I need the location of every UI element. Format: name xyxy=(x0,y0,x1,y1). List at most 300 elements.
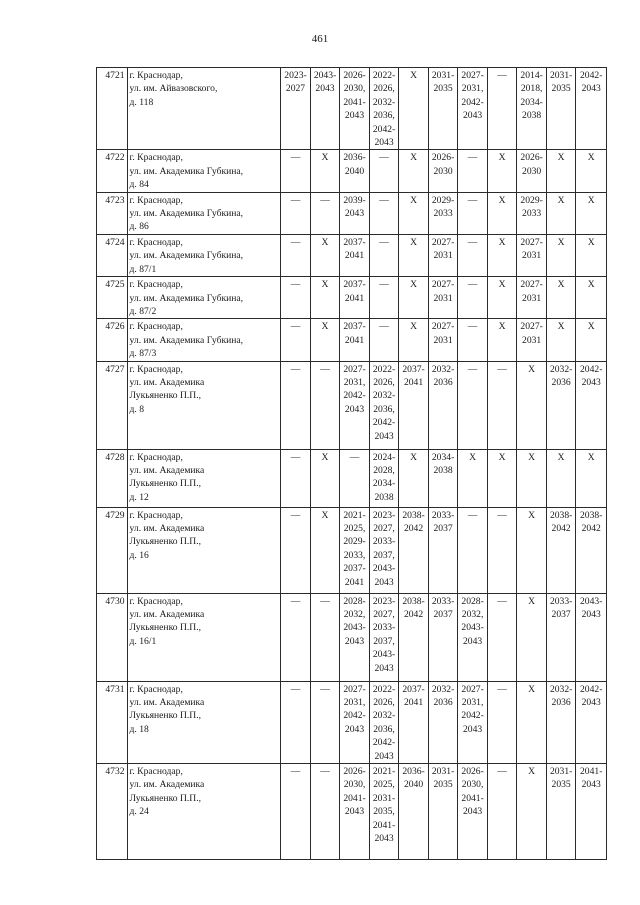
cell-line: 2041- xyxy=(461,792,484,804)
cell-line: 2035, xyxy=(373,806,395,818)
cell-line: 2028- xyxy=(461,595,484,607)
period-cell xyxy=(517,234,547,276)
cell-line: 2026, xyxy=(373,696,395,708)
cell-line: 2035 xyxy=(433,83,453,95)
cell-line: X xyxy=(498,236,506,248)
period-cell xyxy=(340,234,370,276)
cell-line: 2032, xyxy=(461,608,484,620)
address-line: г. Краснодар, xyxy=(129,194,183,206)
period-cell xyxy=(310,150,340,192)
cell-line: 2032- xyxy=(372,710,396,722)
cell-line: X xyxy=(410,152,418,164)
cell-line: 2042- xyxy=(372,737,396,749)
period-cell xyxy=(281,763,311,859)
cell-line: 2034- xyxy=(431,451,455,463)
period-cell xyxy=(458,192,488,234)
table-body xyxy=(97,68,607,860)
cell-line: 2037 xyxy=(551,608,571,620)
cell-line: 2037 xyxy=(433,608,453,620)
cell-line: 2030 xyxy=(433,165,453,177)
address-line: ул. им. Академика xyxy=(129,608,205,620)
cell-line: 2026- xyxy=(431,152,455,164)
cell-line: 2043- xyxy=(580,595,603,607)
row-number: 4724 xyxy=(97,234,128,276)
period-cell xyxy=(517,507,547,593)
cell-line: X xyxy=(498,321,506,333)
period-cell xyxy=(340,763,370,859)
cell-line: 2022- xyxy=(372,363,396,375)
address-line: д. 87/3 xyxy=(129,348,157,360)
address-line: д. 86 xyxy=(129,221,149,233)
period-cell xyxy=(458,361,488,449)
cell-line: 2041 xyxy=(403,376,424,388)
cell-line: 2022- xyxy=(372,70,396,81)
page-number: 461 xyxy=(311,33,329,45)
row-number: 4730 xyxy=(97,593,128,681)
cell-line: 2031 xyxy=(522,250,542,262)
period-cell xyxy=(517,150,547,192)
cell-line: 2042- xyxy=(372,417,396,429)
cell-line: — xyxy=(320,683,330,695)
cell-line: 2042- xyxy=(372,123,396,135)
cell-line: 2026, xyxy=(373,83,395,95)
cell-line: X xyxy=(528,765,536,777)
row-number: 4727 xyxy=(97,361,128,449)
cell-line: 2036 xyxy=(433,696,453,708)
row-address xyxy=(127,150,281,192)
row-address xyxy=(127,681,281,763)
period-cell xyxy=(487,234,517,276)
address-line: д. 8 xyxy=(129,403,145,415)
period-cell xyxy=(369,319,399,361)
period-cell xyxy=(281,150,311,192)
cell-line: 2043 xyxy=(581,608,601,620)
cell-line: X xyxy=(528,451,536,463)
period-cell xyxy=(428,449,458,507)
cell-line: 2018, xyxy=(520,83,543,95)
period-cell xyxy=(517,361,547,449)
schedule-table xyxy=(96,67,607,860)
cell-line: 2026- xyxy=(461,765,484,777)
cell-line: 2043- xyxy=(461,622,484,634)
cell-line: 2026, xyxy=(373,376,395,388)
address-line: Лукьяненко П.П., xyxy=(129,478,201,490)
period-cell xyxy=(399,234,429,276)
cell-line: 2037 xyxy=(433,522,453,534)
cell-line: X xyxy=(528,683,536,695)
cell-line: 2030, xyxy=(343,779,366,791)
cell-line: 2033- xyxy=(372,622,396,634)
cell-line: — xyxy=(320,194,330,206)
period-cell xyxy=(576,593,607,681)
period-cell xyxy=(546,681,576,763)
table-row xyxy=(97,150,607,192)
cell-line: — xyxy=(467,152,478,164)
cell-line: — xyxy=(349,451,360,463)
cell-line: — xyxy=(379,194,389,206)
cell-line: — xyxy=(379,321,389,333)
cell-line: 2037- xyxy=(343,563,366,575)
period-cell xyxy=(369,681,399,763)
cell-line: 2043 xyxy=(374,137,394,149)
cell-line: 2035 xyxy=(551,83,571,95)
period-cell xyxy=(546,277,576,319)
period-cell xyxy=(369,150,399,192)
cell-line: 2027- xyxy=(461,683,484,695)
cell-line: 2034- xyxy=(372,478,396,490)
period-cell xyxy=(310,763,340,859)
cell-line: — xyxy=(290,451,301,463)
cell-line: X xyxy=(557,194,565,206)
period-cell xyxy=(458,681,488,763)
period-cell xyxy=(310,277,340,319)
period-cell xyxy=(458,68,488,150)
cell-line: 2039- xyxy=(343,194,366,206)
address-line: ул. им. Академика Губкина, xyxy=(129,250,244,262)
cell-line: X xyxy=(557,451,565,463)
address-line: Лукьяненко П.П., xyxy=(129,390,201,402)
cell-line: 2041- xyxy=(343,96,366,108)
cell-line: 2041 xyxy=(403,696,424,708)
cell-line: 2036, xyxy=(373,403,395,415)
period-cell xyxy=(428,192,458,234)
cell-line: — xyxy=(320,765,330,777)
period-cell xyxy=(458,507,488,593)
cell-line: 2037- xyxy=(343,279,366,291)
cell-line: X xyxy=(498,194,506,206)
cell-line: X xyxy=(528,363,536,375)
cell-line: X xyxy=(410,236,418,248)
period-cell xyxy=(340,593,370,681)
cell-line: 2040 xyxy=(344,165,365,177)
cell-line: — xyxy=(290,765,301,777)
period-cell xyxy=(399,681,429,763)
cell-line: — xyxy=(290,683,301,695)
cell-line: — xyxy=(497,765,507,777)
period-cell xyxy=(487,449,517,507)
cell-line: 2032- xyxy=(549,363,573,375)
cell-line: 2027- xyxy=(431,279,455,291)
cell-line: 2043 xyxy=(374,833,394,844)
cell-line: — xyxy=(379,152,389,164)
period-cell xyxy=(310,507,340,593)
cell-line: — xyxy=(497,595,507,607)
cell-line: 2031 xyxy=(433,292,453,304)
cell-line: — xyxy=(290,279,301,291)
cell-line: — xyxy=(497,363,507,375)
table-row xyxy=(97,319,607,361)
period-cell xyxy=(546,593,576,681)
table-row xyxy=(97,763,607,859)
cell-line: 2043 xyxy=(462,723,483,735)
address-line: Лукьяненко П.П., xyxy=(129,710,201,722)
period-cell xyxy=(340,277,370,319)
period-cell xyxy=(399,763,429,859)
cell-line: 2028- xyxy=(343,595,366,607)
cell-line: — xyxy=(290,321,301,333)
period-cell xyxy=(576,234,607,276)
period-cell xyxy=(487,593,517,681)
row-number: 4728 xyxy=(97,449,128,507)
period-cell xyxy=(428,681,458,763)
address-line: г. Краснодар, xyxy=(129,363,183,375)
cell-line: 2043- xyxy=(313,70,337,81)
period-cell xyxy=(458,593,488,681)
cell-line: 2023- xyxy=(372,509,396,521)
period-cell xyxy=(281,507,311,593)
cell-line: — xyxy=(497,509,507,521)
row-address xyxy=(127,361,281,449)
period-cell xyxy=(458,763,488,859)
cell-line: 2043 xyxy=(462,110,483,122)
cell-line: 2042- xyxy=(580,363,603,375)
cell-line: — xyxy=(467,279,478,291)
table-row xyxy=(97,681,607,763)
cell-line: 2041- xyxy=(343,792,366,804)
cell-line: X xyxy=(321,451,329,463)
cell-line: 2030, xyxy=(461,779,484,791)
cell-line: 2027- xyxy=(431,236,455,248)
cell-line: 2026- xyxy=(520,152,543,164)
cell-line: 2021- xyxy=(372,765,396,777)
cell-line: 2038- xyxy=(549,509,573,521)
cell-line: 2032- xyxy=(549,683,573,695)
cell-line: 2036, xyxy=(373,110,395,122)
period-cell xyxy=(517,681,547,763)
cell-line: — xyxy=(379,236,389,248)
period-cell xyxy=(310,593,340,681)
period-cell xyxy=(517,192,547,234)
period-cell xyxy=(399,68,429,150)
cell-line: 2042- xyxy=(461,710,484,722)
cell-line: 2029- xyxy=(520,194,543,206)
cell-line: 2043 xyxy=(374,662,394,674)
cell-line: 2033- xyxy=(549,595,573,607)
address-line: д. 87/1 xyxy=(129,263,157,275)
address-line: г. Краснодар, xyxy=(129,509,183,521)
cell-line: 2038- xyxy=(402,595,425,607)
row-number: 4731 xyxy=(97,681,128,763)
period-cell xyxy=(487,319,517,361)
cell-line: — xyxy=(290,194,301,206)
cell-line: X xyxy=(410,279,418,291)
row-address xyxy=(127,763,281,859)
cell-line: 2036- xyxy=(343,152,366,164)
row-address xyxy=(127,449,281,507)
cell-line: 2043 xyxy=(462,635,483,647)
cell-line: — xyxy=(467,509,478,521)
cell-line: 2031- xyxy=(431,70,455,81)
cell-line: 2025, xyxy=(343,522,366,534)
cell-line: 2040 xyxy=(403,779,424,791)
cell-line: X xyxy=(321,279,329,291)
cell-line: 2043 xyxy=(581,376,601,388)
period-cell xyxy=(576,192,607,234)
address-line: ул. им. Академика Губкина, xyxy=(129,334,244,346)
period-cell xyxy=(340,319,370,361)
cell-line: 2036 xyxy=(433,376,453,388)
period-cell xyxy=(576,361,607,449)
cell-line: 2031, xyxy=(343,696,366,708)
cell-line: 2038 xyxy=(522,110,542,122)
cell-line: — xyxy=(290,363,301,375)
period-cell xyxy=(546,150,576,192)
cell-line: X xyxy=(557,279,565,291)
cell-line: 2038 xyxy=(374,491,394,503)
period-cell xyxy=(399,277,429,319)
address-line: г. Краснодар, xyxy=(129,595,183,607)
cell-line: X xyxy=(587,194,595,206)
period-cell xyxy=(340,361,370,449)
cell-line: 2043 xyxy=(344,110,365,122)
cell-line: X xyxy=(410,321,418,333)
period-cell xyxy=(487,68,517,150)
period-cell xyxy=(369,763,399,859)
cell-line: 2038- xyxy=(402,509,425,521)
cell-line: 2022- xyxy=(372,683,396,695)
period-cell xyxy=(428,593,458,681)
period-cell xyxy=(340,68,370,150)
table-row xyxy=(97,449,607,507)
address-line: д. 84 xyxy=(129,179,149,191)
cell-line: 2036 xyxy=(551,376,571,388)
cell-line: 2041 xyxy=(344,250,365,262)
cell-line: — xyxy=(290,595,301,607)
cell-line: 2043- xyxy=(372,563,396,575)
cell-line: — xyxy=(467,363,478,375)
cell-line: X xyxy=(528,509,536,521)
address-line: Лукьяненко П.П., xyxy=(129,792,201,804)
row-address xyxy=(127,507,281,593)
cell-line: 2028, xyxy=(373,464,395,476)
period-cell xyxy=(517,593,547,681)
cell-line: — xyxy=(497,70,507,81)
cell-line: 2021- xyxy=(343,509,366,521)
cell-line: 2032, xyxy=(343,608,366,620)
cell-line: 2042- xyxy=(580,683,603,695)
cell-line: — xyxy=(320,595,330,607)
cell-line: 2023- xyxy=(372,595,396,607)
period-cell xyxy=(546,361,576,449)
cell-line: X xyxy=(528,595,536,607)
cell-line: X xyxy=(410,451,418,463)
period-cell xyxy=(576,507,607,593)
period-cell xyxy=(399,449,429,507)
address-line: ул. им. Академика xyxy=(129,696,205,708)
period-cell xyxy=(517,277,547,319)
cell-line: 2027- xyxy=(461,70,484,81)
cell-line: — xyxy=(320,363,330,375)
cell-line: 2024- xyxy=(372,451,396,463)
address-line: д. 16/1 xyxy=(129,635,157,647)
address-line: г. Краснодар, xyxy=(129,236,183,248)
cell-line: X xyxy=(321,236,329,248)
cell-line: — xyxy=(497,683,507,695)
period-cell xyxy=(546,234,576,276)
cell-line: 2043 xyxy=(374,750,394,762)
address-line: д. 12 xyxy=(129,491,149,503)
row-number: 4722 xyxy=(97,150,128,192)
cell-line: X xyxy=(557,236,565,248)
period-cell xyxy=(576,681,607,763)
cell-line: 2038- xyxy=(580,509,603,521)
address-line: д. 24 xyxy=(129,806,149,818)
period-cell xyxy=(517,449,547,507)
cell-line: 2027 xyxy=(285,83,306,95)
cell-line: 2029- xyxy=(343,536,366,548)
table-row xyxy=(97,507,607,593)
cell-line: X xyxy=(557,152,565,164)
period-cell xyxy=(487,507,517,593)
address-line: д. 87/2 xyxy=(129,305,157,317)
address-line: г. Краснодар, xyxy=(129,279,183,291)
cell-line: X xyxy=(321,152,329,164)
cell-line: 2027- xyxy=(343,363,366,375)
cell-line: 2043 xyxy=(344,403,365,415)
period-cell xyxy=(399,593,429,681)
cell-line: 2031- xyxy=(372,792,396,804)
row-number: 4721 xyxy=(97,68,128,150)
address-line: д. 118 xyxy=(129,96,154,108)
period-cell xyxy=(281,277,311,319)
row-address xyxy=(127,319,281,361)
cell-line: — xyxy=(467,236,478,248)
period-cell xyxy=(369,192,399,234)
address-line: ул. им. Айвазовского, xyxy=(129,83,218,95)
period-cell xyxy=(546,507,576,593)
address-line: ул. им. Академика xyxy=(129,464,205,476)
table-row xyxy=(97,192,607,234)
period-cell xyxy=(428,68,458,150)
cell-line: 2038 xyxy=(433,464,453,476)
period-cell xyxy=(369,361,399,449)
cell-line: X xyxy=(587,451,595,463)
cell-line: X xyxy=(498,451,506,463)
period-cell xyxy=(517,68,547,150)
cell-line: 2023- xyxy=(284,70,307,81)
row-number: 4723 xyxy=(97,192,128,234)
period-cell xyxy=(546,449,576,507)
table-row xyxy=(97,361,607,449)
cell-line: 2031- xyxy=(549,765,573,777)
cell-line: 2042 xyxy=(403,522,424,534)
period-cell xyxy=(576,319,607,361)
period-cell xyxy=(281,234,311,276)
cell-line: X xyxy=(321,509,329,521)
period-cell xyxy=(428,277,458,319)
address-line: г. Краснодар, xyxy=(129,765,183,777)
cell-line: 2033- xyxy=(431,595,455,607)
period-cell xyxy=(576,763,607,859)
cell-line: 2027- xyxy=(520,236,543,248)
period-cell xyxy=(281,449,311,507)
period-cell xyxy=(340,192,370,234)
cell-line: 2041- xyxy=(580,765,603,777)
period-cell xyxy=(369,277,399,319)
period-cell xyxy=(487,681,517,763)
cell-line: 2031 xyxy=(522,292,542,304)
address-line: ул. им. Академика xyxy=(129,779,205,791)
row-number: 4732 xyxy=(97,763,128,859)
cell-line: 2043 xyxy=(581,779,601,791)
period-cell xyxy=(369,507,399,593)
row-address xyxy=(127,192,281,234)
cell-line: 2032- xyxy=(431,683,455,695)
period-cell xyxy=(310,68,340,150)
cell-line: X xyxy=(410,194,418,206)
cell-line: 2027- xyxy=(520,279,543,291)
cell-line: 2037, xyxy=(373,549,395,561)
